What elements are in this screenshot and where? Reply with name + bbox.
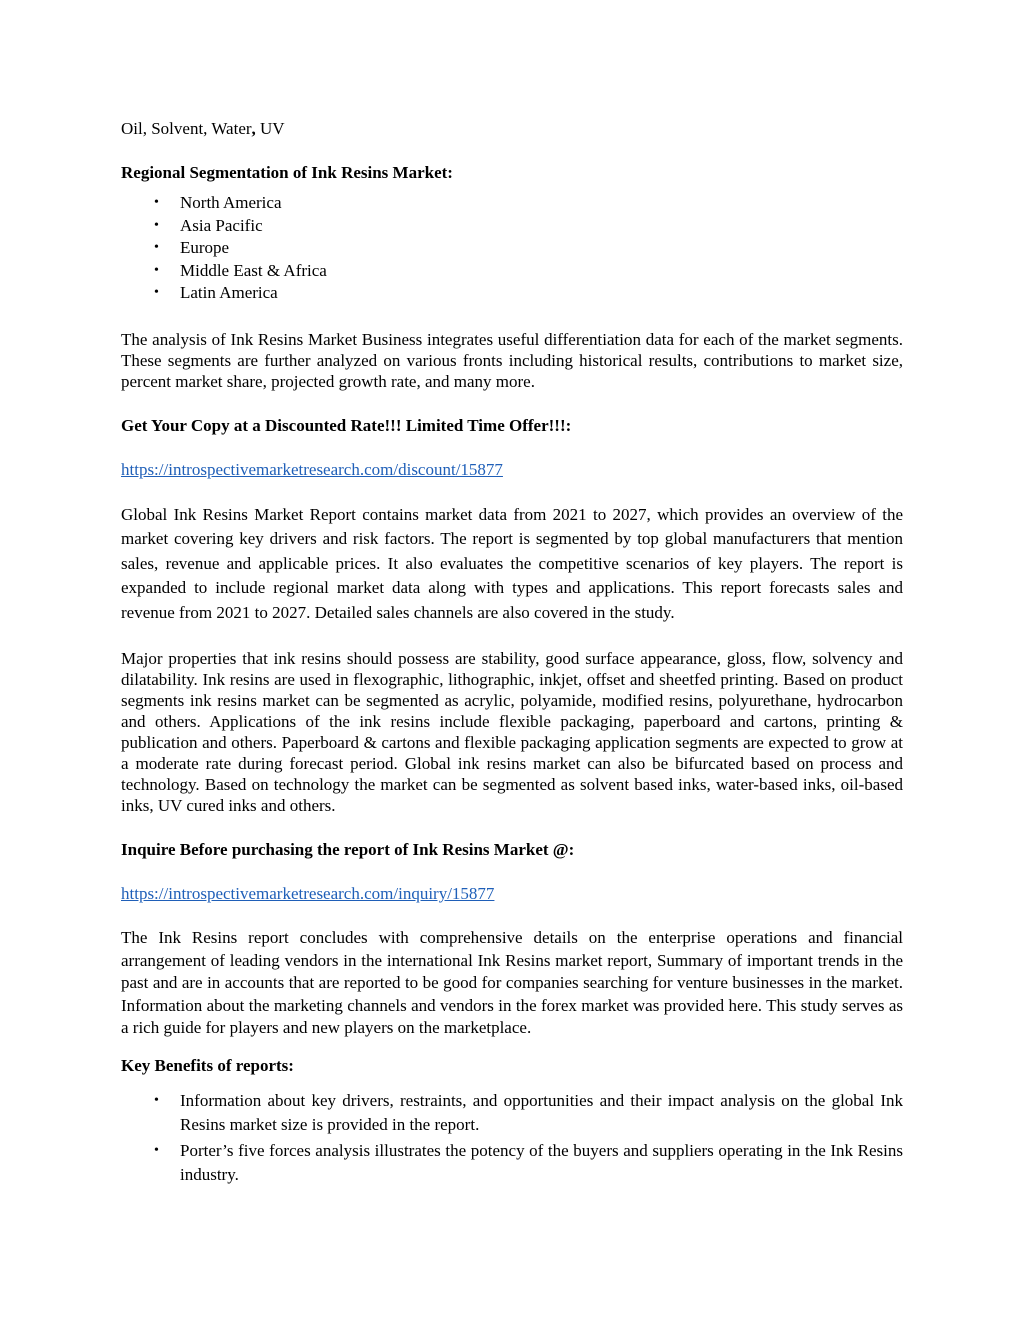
ingredients-part-2: UV — [255, 119, 285, 138]
ingredients-comma: , — [251, 119, 256, 138]
document-page — [121, 118, 903, 1189]
region-label: Europe — [180, 238, 230, 257]
list-item — [121, 282, 903, 305]
conclusion-paragraph: The Ink Resins report concludes with comprehensive details on the enterprise operations and financial arrangement of leading vendors in the international Ink Resins market report, Summary of important trends in the past and are in accounts that are reported to be good for companies searching for venture businesses in the market. Information about the marketing channels and vendors in the forex market was provided here. This study serves as a rich guide for players and new players on the marketplace. — [121, 928, 903, 1037]
region-label: Asia Pacific — [180, 215, 263, 235]
list-item — [121, 192, 903, 215]
bullet-icon: • — [154, 262, 159, 278]
bullet-icon: • — [154, 285, 159, 300]
major-properties-paragraph: Major properties that ink resins should possess are stability, good surface appearance, gloss, flow, solvency and dilatability. Ink resins are used in flexographic, lithographic, inkjet, offset and sheetfed printing. Based on product segments ink resins market can be segmented as acrylic, polyamide, modified resins, polyurethane, hydrocarbon and others. Applications of the ink resins include flexible packaging, paperboard and cartons, printing & publication and others. Paperboard & cartons and flexible packaging application segments are expected to grow at a moderate rate during forecast period. Global ink resins market can also be bifurcated based on process and technology. Based on technology the market can be segmented as solvent based inks, water-based inks, oil-based inks, UV cured inks and others. — [121, 649, 903, 815]
bullet-icon: • — [154, 1142, 159, 1158]
region-label: North America — [180, 193, 282, 212]
list-item — [121, 260, 903, 283]
region-list — [121, 192, 903, 305]
list-item — [121, 1089, 903, 1138]
benefit-text: Porter’s five forces analysis illustrates the potency of the buyers and suppliers operating in the Ink Resins industry. — [180, 1140, 903, 1184]
inquiry-link[interactable]: https://introspectivemarketresearch.com/inquiry/15877 — [121, 884, 495, 903]
benefits-list — [121, 1089, 903, 1188]
discount-link[interactable]: https://introspectivemarketresearch.com/discount/15877 — [121, 459, 503, 479]
inquire-heading: Inquire Before purchasing the report of Ink Resins Market @: — [121, 840, 575, 859]
ingredients-part-1: Oil, Solvent, Water — [121, 119, 252, 138]
region-label: Latin America — [180, 283, 278, 302]
key-benefits-heading: Key Benefits of reports: — [121, 1055, 294, 1075]
analysis-paragraph: The analysis of Ink Resins Market Business integrates useful differentiation data for each of the market segments. These segments are further analyzed on various fronts including historical results, contributions to market size, percent market share, projected growth rate, and many more. — [121, 329, 903, 391]
bullet-icon: • — [154, 1092, 159, 1108]
bullet-icon: • — [154, 240, 159, 255]
list-item — [121, 237, 903, 260]
bullet-icon: • — [154, 217, 159, 233]
discount-heading: Get Your Copy at a Discounted Rate!!! Limited Time Offer!!!: — [121, 415, 572, 435]
benefit-text: Information about key drivers, restraints, and opportunities and their impact analysis on the global Ink Resins market size is provided in the report. — [180, 1090, 903, 1134]
list-item — [121, 215, 903, 238]
regional-segmentation-heading: Regional Segmentation of Ink Resins Market: — [121, 163, 453, 182]
bullet-icon: • — [154, 195, 159, 210]
ingredients-line — [121, 118, 903, 139]
global-report-paragraph: Global Ink Resins Market Report contains market data from 2021 to 2027, which provides an overview of the market covering key drivers and risk factors. The report is segmented by top global manufacturers that mention sales, revenue and applicable prices. It also evaluates the competitive scenarios of key players. The report is expanded to include regional market data along with types and applications. This report forecasts sales and revenue from 2021 to 2027. Detailed sales channels are also covered in the study. — [121, 504, 903, 622]
region-label: Middle East & Africa — [180, 260, 327, 280]
list-item — [121, 1139, 903, 1188]
